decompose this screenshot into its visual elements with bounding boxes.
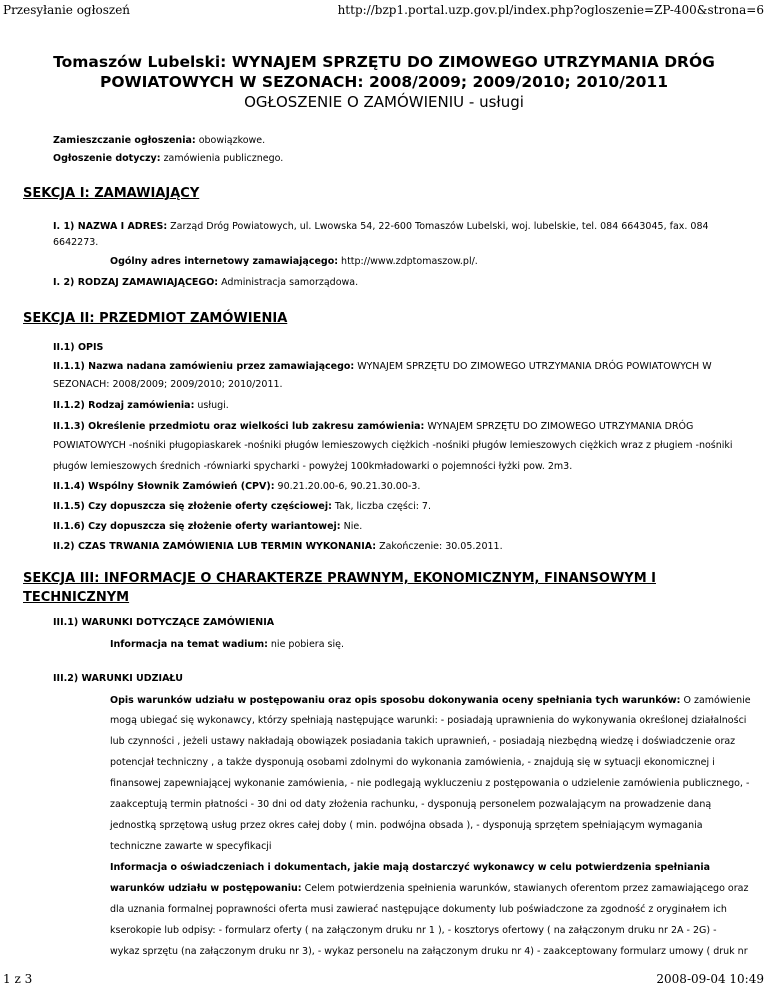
print-timestamp: 2008-09-04 10:49 — [656, 972, 764, 986]
s3-osw-label-1: Informacja o oświadczeniach i dokumentach, jakie mają dostarczyć wykonawcy w celu potwierdzenia spełniania — [110, 862, 711, 873]
s2-opis: II.1) OPIS — [53, 342, 104, 353]
notice-title — [40, 52, 728, 92]
intro-publication: Zamieszczanie ogłoszenia: obowiązkowe. — [53, 135, 266, 146]
s3-opis-c3: potencjał techniczny , a także dysponują osobami zdolnymi do wykonania zamówienia, - znajdują się w sytuacji ekonomicznej i — [110, 757, 715, 768]
s2-duration: II.2) CZAS TRWANIA ZAMÓWIENIA LUB TERMIN WYKONANIA: Zakończenie: 30.05.2011. — [53, 541, 503, 552]
section-2-heading: SEKCJA II: PRZEDMIOT ZAMÓWIENIA — [23, 311, 288, 326]
print-header-left: Przesyłanie ogłoszeń — [3, 3, 131, 17]
s3-opis-c6: jednostką sprzętową usług przez okres całej doby ( min. podwójna obsada ), - dysponują sprzętem spełniającym wymagania — [110, 820, 703, 831]
s1-name-address-cont: 6642273. — [53, 237, 99, 248]
section-1-heading: SEKCJA I: ZAMAWIAJĄCY — [23, 186, 200, 201]
s1-type: I. 2) RODZAJ ZAMAWIAJĄCEGO: Administracja samorządowa. — [53, 277, 359, 288]
s3-opis: Opis warunków udziału w postępowaniu oraz opis sposobu dokonywania oceny spełniania tych warunków: O zamówienie — [110, 695, 751, 706]
s3-opis-c1: mogą ubiegać się wykonawcy, którzy spełniają następujące warunki: - posiadają uprawnienia do wykonywania określonej działalności — [110, 715, 747, 726]
s3-opis-c5: zaakceptują termin płatności - 30 dni od daty złożenia rachunku, - dysponują personelem pozwalającym na prowadzenie daną — [110, 799, 712, 810]
s3-osw: warunków udziału w postępowaniu: Celem potwierdzenia spełnienia warunków, stawianych oferentom przez zamawiającego oraz — [110, 883, 749, 894]
s3-opis-c2: lub czynności , jeżeli ustawy nakładają obowiązek posiadania takich uprawnień, - posiadają niezbędną wiedzę i doświadczenie oraz — [110, 736, 736, 747]
print-header-url: http://bzp1.portal.uzp.gov.pl/index.php?ogloszenie=ZP-400&strona=6 — [337, 3, 764, 17]
s2-scope: II.1.3) Określenie przedmiotu oraz wielkości lub zakresu zamówienia: WYNAJEM SPRZĘTU DO ZIMOWEGO UTRZYMANIA DRÓG — [53, 421, 694, 432]
s1-name-address: I. 1) NAZWA I ADRES: Zarząd Dróg Powiatowych, ul. Lwowska 54, 22-600 Tomaszów Lubelski, woj. lubelskie, tel. 084 6643045, fax. 084 — [53, 221, 709, 232]
s2-kind: II.1.2) Rodzaj zamówienia: usługi. — [53, 400, 229, 411]
s2-name-cont: SEZONACH: 2008/2009; 2009/2010; 2010/2011. — [53, 379, 283, 390]
s2-partial-offer: II.1.5) Czy dopuszcza się złożenie oferty częściowej: Tak, liczba części: 7. — [53, 501, 431, 512]
title-line-2: POWIATOWYCH W SEZONACH: 2008/2009; 2009/2010; 2010/2011 — [99, 73, 669, 91]
intro-concerns: Ogłoszenie dotyczy: zamówienia publicznego. — [53, 153, 284, 164]
s3-opis-c7: techniczne zawarte w specyfikacji — [110, 841, 272, 852]
s3-osw-c3: wykaz sprzętu (na załączonym druku nr 3), - wykaz personelu na załączonym druku nr 4) - zaakceptowany formularz umowy ( druk nr — [110, 946, 748, 957]
section-3-heading: SEKCJA III: INFORMACJE O CHARAKTERZE PRAWNYM, EKONOMICZNYM, FINANSOWYM I TECHNICZNYM — [23, 571, 657, 605]
s2-scope-cont-1: POWIATOWYCH -nośniki pługopiaskarek -nośniki pługów lemieszowych ciężkich -nośniki pługów lemieszowych ciężkich wraz z pługiem -nośniki — [53, 440, 733, 451]
s2-name: II.1.1) Nazwa nadana zamówieniu przez zamawiającego: WYNAJEM SPRZĘTU DO ZIMOWEGO UTRZYMANIA DRÓG POWIATOWYCH W — [53, 361, 712, 372]
s2-scope-cont-2: pługów lemieszowych średnich -równiarki spycharki - powyżej 100kmładowarki o pojemności łyżki pow. 2m3. — [53, 461, 573, 472]
s2-variant-offer: II.1.6) Czy dopuszcza się złożenie oferty wariantowej: Nie. — [53, 521, 363, 532]
s3-osw-c2: kserokopie lub odpisy: - formularz oferty ( na załączonym druku nr 1 ), - kosztorys ofertowy ( na załączonym druku nr 2A - 2G) - — [110, 925, 717, 936]
s3-wadium: Informacja na temat wadium: nie pobiera się. — [110, 639, 344, 650]
s3-osw-c1: dla uznania formalnej poprawności oferta musi zawierać następujące dokumenty lub poświadczone za zgodność z oryginałem ich — [110, 904, 727, 915]
s2-cpv: II.1.4) Wspólny Słownik Zamówień (CPV): 90.21.20.00-6, 90.21.30.00-3. — [53, 481, 421, 492]
s3-participation: III.2) WARUNKI UDZIAŁU — [53, 673, 183, 684]
s3-opis-c4: finansowej zapewniającej wykonanie zamówienia, - nie podlegają wykluczeniu z postępowania o udzielenie zamówienia publicznego, - — [110, 778, 750, 789]
s3-conditions: III.1) WARUNKI DOTYCZĄCE ZAMÓWIENIA — [53, 617, 275, 628]
page-number: 1 z 3 — [3, 972, 33, 986]
notice-subtitle: OGŁOSZENIE O ZAMÓWIENIU - usługi — [244, 93, 524, 111]
title-line-1: Tomaszów Lubelski: WYNAJEM SPRZĘTU DO ZIMOWEGO UTRZYMANIA DRÓG — [53, 53, 715, 71]
s1-website: Ogólny adres internetowy zamawiającego: http://www.zdptomaszow.pl/. — [110, 256, 478, 267]
